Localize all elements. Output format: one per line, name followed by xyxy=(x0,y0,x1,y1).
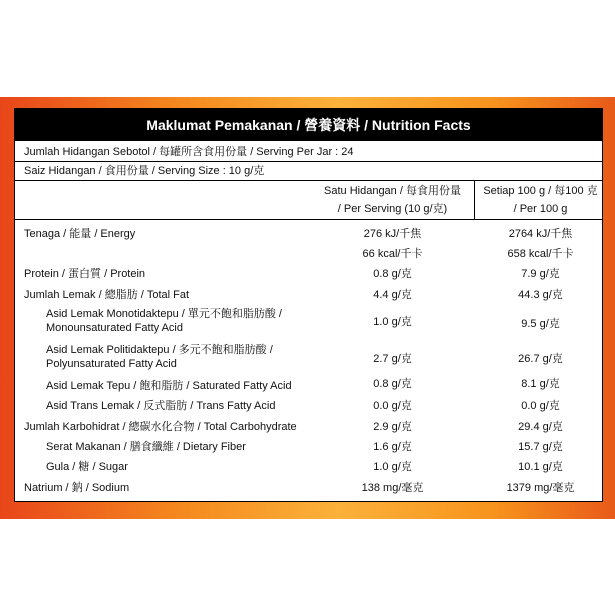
carbs-serving: 2.9 g/克 xyxy=(373,421,412,433)
sugar-serving: 1.0 g/克 xyxy=(373,461,412,473)
column-header-per-serving: Satu Hidangan / 每食用份量 xyxy=(324,185,461,197)
fiber-100g: 15.7 g/克 xyxy=(518,441,563,453)
panel-title: Maklumat Pemakanan / 營養資料 / Nutrition Facts xyxy=(15,109,602,141)
sodium-100g: 1379 mg/毫克 xyxy=(506,482,575,494)
serving-size: Saiz Hidangan / 食用份量 / Serving Size : 10 g/克 xyxy=(24,165,265,177)
energy-kj-100g: 2764 kJ/千焦 xyxy=(508,228,573,240)
protein-label: Protein / 蛋白質 / Protein xyxy=(24,268,146,280)
energy-kj-serving: 276 kJ/千焦 xyxy=(363,228,422,240)
total-fat-serving: 4.4 g/克 xyxy=(373,289,412,301)
pufa-serving: 2.7 g/克 xyxy=(373,353,412,365)
mufa-label-line1: Asid Lemak Monotidaktepu / 單元不飽和脂肪酸 / xyxy=(46,308,282,320)
pufa-label-line1: Asid Lemak Politidaktepu / 多元不飽和脂肪酸 / xyxy=(46,344,273,356)
protein-100g: 7.9 g/克 xyxy=(521,268,560,280)
sat-fat-serving: 0.8 g/克 xyxy=(373,378,412,390)
sat-fat-100g: 8.1 g/克 xyxy=(521,378,560,390)
sugar-100g: 10.1 g/克 xyxy=(518,461,563,473)
sodium-label: Natrium / 鈉 / Sodium xyxy=(24,482,130,494)
pufa-label-line2: Polyunsaturated Fatty Acid xyxy=(46,358,177,370)
divider xyxy=(15,180,602,181)
carbs-100g: 29.4 g/克 xyxy=(518,421,563,433)
mufa-100g: 9.5 g/克 xyxy=(521,318,560,330)
sat-fat-label: Asid Lemak Tepu / 飽和脂肪 / Saturated Fatty Acid xyxy=(46,380,292,392)
mufa-label-line2: Monounsaturated Fatty Acid xyxy=(46,322,183,334)
servings-per-jar: Jumlah Hidangan Sebotol / 每罐所含食用份量 / Serving Per Jar : 24 xyxy=(24,146,354,158)
fiber-label: Serat Makanan / 膳食纖維 / Dietary Fiber xyxy=(46,441,246,453)
energy-kcal-100g: 658 kcal/千卡 xyxy=(507,248,574,260)
mufa-serving: 1.0 g/克 xyxy=(373,316,412,328)
sugar-label: Gula / 糖 / Sugar xyxy=(46,461,128,473)
nutrition-facts-panel xyxy=(14,108,603,502)
column-header-per-100g: Setiap 100 g / 每100 克 xyxy=(483,185,598,197)
trans-fat-serving: 0.0 g/克 xyxy=(373,400,412,412)
divider xyxy=(15,219,602,220)
divider xyxy=(15,161,602,162)
trans-fat-label: Asid Trans Lemak / 反式脂肪 / Trans Fatty Acid xyxy=(46,400,276,412)
trans-fat-100g: 0.0 g/克 xyxy=(521,400,560,412)
column-divider xyxy=(474,180,475,219)
carbs-label: Jumlah Karbohidrat / 總碳水化合物 / Total Carbohydrate xyxy=(24,421,297,433)
column-header-per-100g-unit: / Per 100 g xyxy=(513,203,568,215)
energy-kcal-serving: 66 kcal/千卡 xyxy=(362,248,423,260)
total-fat-label: Jumlah Lemak / 總脂肪 / Total Fat xyxy=(24,289,190,301)
sodium-serving: 138 mg/毫克 xyxy=(361,482,424,494)
protein-serving: 0.8 g/克 xyxy=(373,268,412,280)
pufa-100g: 26.7 g/克 xyxy=(518,353,563,365)
fiber-serving: 1.6 g/克 xyxy=(373,441,412,453)
energy-label: Tenaga / 能量 / Energy xyxy=(24,228,136,240)
total-fat-100g: 44.3 g/克 xyxy=(518,289,563,301)
column-header-per-serving-unit: / Per Serving (10 g/克) xyxy=(337,203,448,215)
